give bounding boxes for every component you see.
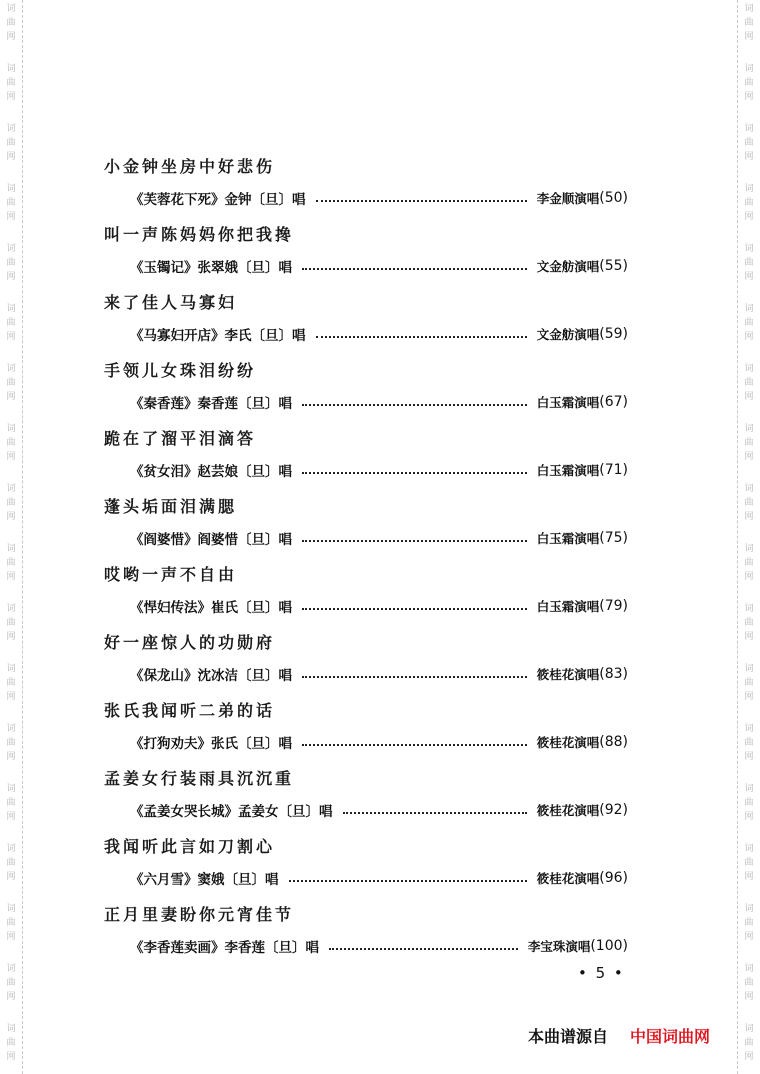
watermark-group: [738, 782, 760, 824]
entry-page-number: (50): [599, 190, 628, 206]
opera-source: 《悍妇传法》崔氏〔旦〕唱: [130, 600, 292, 616]
song-title: 叫一声陈妈妈你把我搀: [104, 225, 295, 244]
performer: 筱桂花演唱: [536, 803, 600, 818]
watermark-char: 网: [744, 272, 754, 282]
source-line: [130, 936, 628, 956]
watermark-char: 网: [6, 212, 16, 222]
watermark-char: 曲: [6, 678, 16, 688]
source-line: [130, 460, 628, 480]
watermark-char: 网: [744, 872, 754, 882]
performer: 李宝珠演唱: [527, 939, 591, 954]
watermark-char: 网: [6, 512, 16, 522]
watermark-group: [0, 302, 22, 344]
watermark-char: 词: [744, 844, 754, 854]
watermark-char: 词: [6, 4, 16, 14]
source-line: [130, 324, 628, 344]
watermark-char: 曲: [6, 858, 16, 868]
watermark-char: 词: [744, 724, 754, 734]
watermark-char: 词: [6, 964, 16, 974]
watermark-char: 曲: [6, 198, 16, 208]
watermark-char: 曲: [744, 978, 754, 988]
watermark-char: 曲: [6, 918, 16, 928]
watermark-char: 词: [6, 784, 16, 794]
watermark-char: 曲: [6, 618, 16, 628]
watermark-group: [738, 902, 760, 944]
opera-source: 《打狗劝夫》张氏〔旦〕唱: [130, 736, 292, 752]
watermark-group: [0, 362, 22, 404]
source-line: [130, 868, 628, 888]
watermark-char: 词: [744, 64, 754, 74]
watermark-group: [738, 242, 760, 284]
watermark-char: 词: [6, 484, 16, 494]
source-line: [130, 664, 628, 684]
watermark-char: 网: [744, 1052, 754, 1062]
watermark-char: 词: [744, 964, 754, 974]
source-line: [130, 596, 628, 616]
watermark-char: 词: [6, 124, 16, 134]
watermark-group: [738, 182, 760, 224]
opera-source: 《阎婆惜》阎婆惜〔旦〕唱: [130, 532, 292, 548]
watermark-char: 词: [6, 724, 16, 734]
song-title: 哎哟一声不自由: [104, 565, 238, 584]
watermark-char: 曲: [744, 918, 754, 928]
performer: 筱桂花演唱: [536, 871, 600, 886]
watermark-char: 词: [744, 184, 754, 194]
opera-source: 《芙蓉花下死》金钟〔旦〕唱: [130, 192, 306, 208]
opera-source: 《李香莲卖画》李香莲〔旦〕唱: [130, 940, 319, 956]
song-title: 好一座惊人的功勋府: [104, 633, 276, 652]
watermark-char: 曲: [744, 18, 754, 28]
entry-page-number: (79): [599, 598, 628, 614]
song-title: 蓬头垢面泪满腮: [104, 497, 238, 516]
watermark-char: 词: [744, 244, 754, 254]
opera-source: 《六月雪》窦娥〔旦〕唱: [130, 872, 279, 888]
watermark-group: [738, 722, 760, 764]
watermark-char: 网: [744, 92, 754, 102]
watermark-group: [0, 542, 22, 584]
song-title: 小金钟坐房中好悲伤: [104, 157, 276, 176]
entry-page-number: (59): [599, 326, 628, 342]
watermark-char: 曲: [6, 138, 16, 148]
watermark-char: 网: [6, 812, 16, 822]
watermark-char: 词: [744, 304, 754, 314]
entry-page-number: (67): [599, 394, 628, 410]
watermark-group: [0, 482, 22, 524]
entry-page-number: (83): [599, 666, 628, 682]
dot-leader: [302, 402, 527, 406]
source-credit-lead: 本曲谱源自: [528, 1027, 609, 1046]
song-title: 孟姜女行装雨具沉沉重: [104, 769, 295, 788]
watermark-group: [738, 542, 760, 584]
watermark-group: [0, 962, 22, 1004]
watermark-char: 网: [744, 992, 754, 1002]
entry-page-number: (100): [590, 938, 628, 954]
watermark-char: 网: [744, 332, 754, 342]
watermark-group: [738, 2, 760, 44]
performer: 白玉霜演唱: [536, 599, 600, 614]
watermark-char: 词: [744, 124, 754, 134]
watermark-char: 网: [6, 392, 16, 402]
watermark-char: 曲: [6, 498, 16, 508]
watermark-group: [738, 62, 760, 104]
source-line: [130, 528, 628, 548]
dot-leader: [302, 470, 527, 474]
entry-page-number: (92): [599, 802, 628, 818]
watermark-char: 词: [744, 424, 754, 434]
performer: 白玉霜演唱: [536, 463, 600, 478]
opera-source: 《孟姜女哭长城》孟姜女〔旦〕唱: [130, 804, 333, 820]
watermark-char: 曲: [744, 678, 754, 688]
performer: 文金舫演唱: [536, 327, 600, 342]
watermark-char: 曲: [744, 738, 754, 748]
watermark-char: 曲: [6, 978, 16, 988]
dot-leader: [329, 946, 518, 950]
watermark-char: 曲: [6, 558, 16, 568]
watermark-char: 曲: [744, 78, 754, 88]
dot-leader: [302, 674, 527, 678]
watermark-group: [738, 602, 760, 644]
watermark-group: [738, 842, 760, 884]
watermark-char: 词: [6, 544, 16, 554]
source-line: [130, 732, 628, 752]
watermark-group: [0, 122, 22, 164]
watermark-char: 词: [6, 1024, 16, 1034]
watermark-char: 曲: [744, 1038, 754, 1048]
watermark-char: 词: [6, 184, 16, 194]
entry-page-number: (55): [599, 258, 628, 274]
watermark-char: 曲: [744, 858, 754, 868]
watermark-char: 曲: [6, 18, 16, 28]
watermark-group: [0, 242, 22, 284]
dot-leader: [316, 198, 527, 202]
watermark-char: 网: [6, 752, 16, 762]
entry-page-number: (88): [599, 734, 628, 750]
song-title: 我闻听此言如刀割心: [104, 837, 276, 856]
watermark-char: 网: [6, 632, 16, 642]
watermark-char: 词: [744, 664, 754, 674]
watermark-group: [0, 1022, 22, 1064]
watermark-char: 曲: [744, 498, 754, 508]
watermark-char: 词: [744, 1024, 754, 1034]
watermark-group: [0, 62, 22, 104]
watermark-char: 词: [6, 604, 16, 614]
watermark-char: 曲: [744, 198, 754, 208]
song-title: 手领儿女珠泪纷纷: [104, 361, 257, 380]
watermark-char: 网: [744, 452, 754, 462]
watermark-char: 词: [744, 604, 754, 614]
watermark-group: [738, 362, 760, 404]
watermark-char: 词: [744, 784, 754, 794]
watermark-char: 网: [6, 152, 16, 162]
dot-leader: [316, 334, 527, 338]
dot-leader: [302, 538, 527, 542]
watermark-char: 网: [744, 572, 754, 582]
entry-page-number: (75): [599, 530, 628, 546]
watermark-char: 网: [6, 332, 16, 342]
opera-source: 《秦香莲》秦香莲〔旦〕唱: [130, 396, 292, 412]
source-line: [130, 188, 628, 208]
watermark-char: 曲: [744, 438, 754, 448]
watermark-group: [738, 302, 760, 344]
watermark-char: 词: [6, 424, 16, 434]
watermark-char: 词: [6, 844, 16, 854]
dot-leader: [302, 266, 527, 270]
dot-leader: [343, 810, 527, 814]
watermark-char: 网: [6, 1052, 16, 1062]
source-line: [130, 256, 628, 276]
song-title: 正月里妻盼你元宵佳节: [104, 905, 295, 924]
watermark-char: 网: [744, 932, 754, 942]
watermark-group: [0, 902, 22, 944]
watermark-char: 词: [6, 664, 16, 674]
watermark-group: [0, 602, 22, 644]
watermark-group: [738, 662, 760, 704]
watermark-group: [0, 722, 22, 764]
watermark-char: 曲: [744, 378, 754, 388]
watermark-char: 网: [6, 92, 16, 102]
watermark-char: 网: [6, 692, 16, 702]
source-line: [130, 392, 628, 412]
watermark-char: 曲: [744, 558, 754, 568]
source-credit-site: 中国词曲网: [630, 1027, 711, 1046]
entry-page-number: (96): [599, 870, 628, 886]
watermark-char: 词: [6, 364, 16, 374]
watermark-group: [738, 422, 760, 464]
watermark-char: 词: [6, 64, 16, 74]
performer: 白玉霜演唱: [536, 395, 600, 410]
watermark-char: 词: [744, 544, 754, 554]
watermark-char: 网: [744, 392, 754, 402]
watermark-group: [738, 962, 760, 1004]
watermark-char: 词: [744, 364, 754, 374]
dot-leader: [289, 878, 527, 882]
watermark-group: [0, 842, 22, 884]
watermark-char: 网: [744, 152, 754, 162]
song-title: 跪在了溜平泪滴答: [104, 429, 257, 448]
watermark-char: 曲: [6, 258, 16, 268]
watermark-group: [0, 662, 22, 704]
watermark-char: 网: [6, 572, 16, 582]
performer: 筱桂花演唱: [536, 667, 600, 682]
watermark-char: 网: [744, 812, 754, 822]
performer: 白玉霜演唱: [536, 531, 600, 546]
watermark-char: 曲: [744, 318, 754, 328]
watermark-char: 网: [6, 932, 16, 942]
watermark-char: 词: [744, 484, 754, 494]
left-margin-watermark: [0, 0, 23, 1074]
watermark-char: 曲: [744, 618, 754, 628]
watermark-group: [0, 2, 22, 44]
watermark-char: 曲: [744, 138, 754, 148]
watermark-group: [0, 182, 22, 224]
watermark-char: 曲: [6, 438, 16, 448]
dot-leader: [302, 606, 527, 610]
song-title: 来了佳人马寡妇: [104, 293, 238, 312]
watermark-char: 曲: [744, 258, 754, 268]
source-line: [130, 800, 628, 820]
watermark-char: 曲: [6, 798, 16, 808]
watermark-char: 网: [6, 872, 16, 882]
right-margin-watermark: [737, 0, 760, 1074]
watermark-group: [738, 122, 760, 164]
watermark-group: [0, 782, 22, 824]
watermark-char: 网: [744, 512, 754, 522]
watermark-char: 词: [6, 904, 16, 914]
watermark-char: 网: [6, 272, 16, 282]
watermark-group: [0, 422, 22, 464]
performer: 筱桂花演唱: [536, 735, 600, 750]
watermark-char: 词: [6, 244, 16, 254]
opera-source: 《保龙山》沈冰洁〔旦〕唱: [130, 668, 292, 684]
watermark-char: 网: [744, 32, 754, 42]
watermark-char: 曲: [6, 738, 16, 748]
song-title: 张氏我闻听二弟的话: [104, 701, 276, 720]
watermark-char: 词: [744, 4, 754, 14]
performer: 李金顺演唱: [536, 191, 600, 206]
watermark-char: 曲: [744, 798, 754, 808]
opera-source: 《玉镯记》张翠娥〔旦〕唱: [130, 260, 292, 276]
watermark-char: 网: [6, 452, 16, 462]
watermark-char: 网: [744, 752, 754, 762]
watermark-group: [738, 1022, 760, 1064]
performer: 文金舫演唱: [536, 259, 600, 274]
source-credit: [528, 1024, 710, 1047]
page-number: • 5 •: [578, 964, 625, 982]
watermark-char: 网: [744, 212, 754, 222]
watermark-char: 曲: [6, 318, 16, 328]
watermark-char: 网: [6, 32, 16, 42]
watermark-char: 网: [744, 632, 754, 642]
watermark-char: 网: [744, 692, 754, 702]
watermark-char: 曲: [6, 78, 16, 88]
watermark-char: 曲: [6, 378, 16, 388]
dot-leader: [302, 742, 527, 746]
watermark-char: 词: [744, 904, 754, 914]
watermark-char: 曲: [6, 1038, 16, 1048]
watermark-char: 词: [6, 304, 16, 314]
opera-source: 《马寡妇开店》李氏〔旦〕唱: [130, 328, 306, 344]
watermark-group: [738, 482, 760, 524]
watermark-char: 网: [6, 992, 16, 1002]
entry-page-number: (71): [599, 462, 628, 478]
opera-source: 《贫女泪》赵芸娘〔旦〕唱: [130, 464, 292, 480]
